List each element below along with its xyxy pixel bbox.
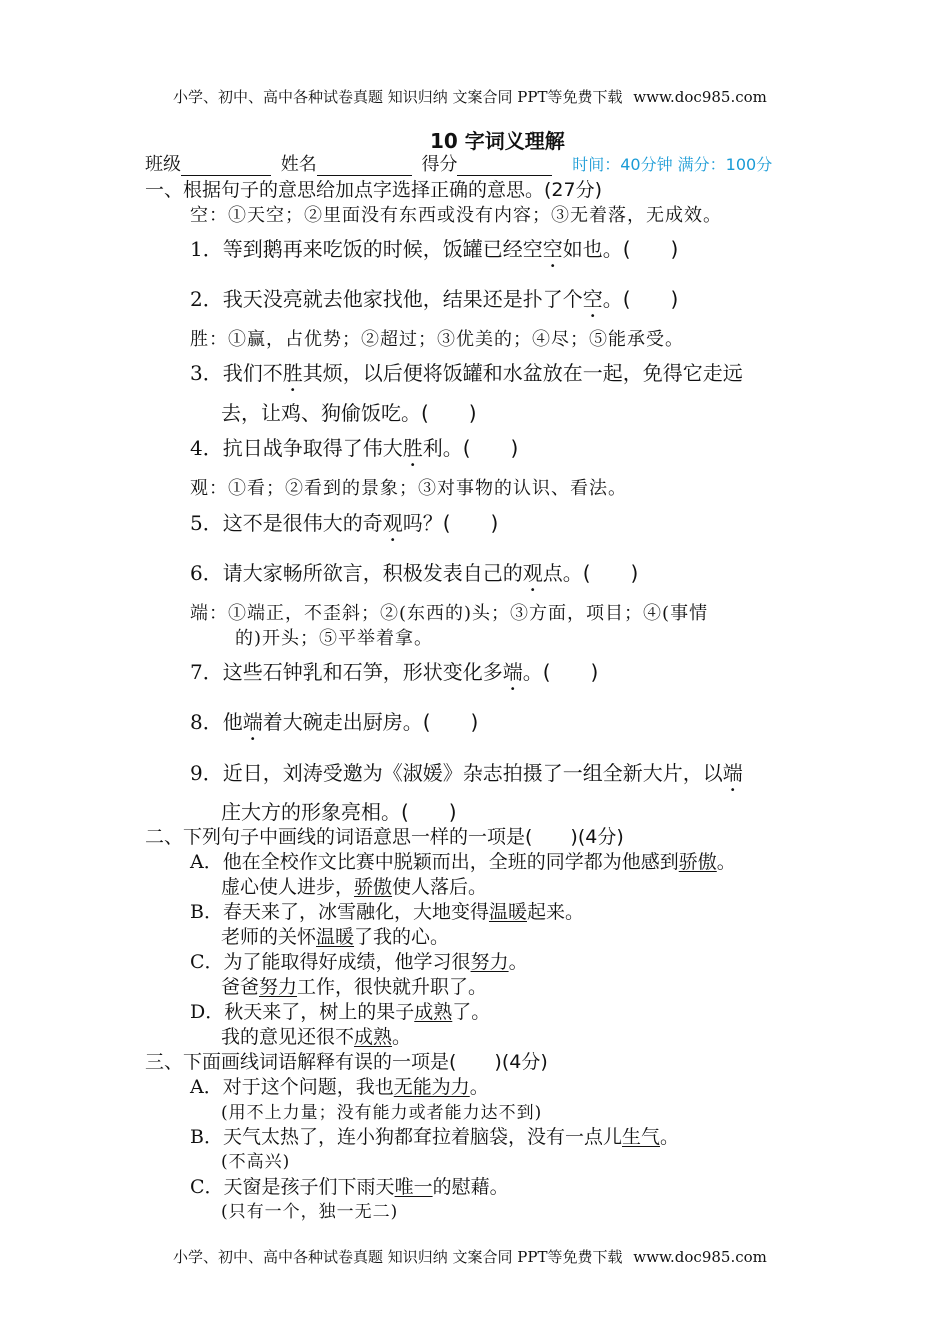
sec2-option-c[interactable] xyxy=(190,947,528,974)
question-answer-blank[interactable]: 如也。( ) xyxy=(562,237,679,261)
option-text: 了。 xyxy=(452,1001,491,1023)
question-1 xyxy=(190,233,678,272)
question-text: 其烦，以后便将饭罐和水盆放在一起，免得它走远 xyxy=(302,361,743,385)
name-label: 姓名 xyxy=(280,154,317,175)
option-text: 起来。 xyxy=(527,901,585,923)
dotted-char: 端 xyxy=(722,761,743,785)
option-label: B． xyxy=(190,901,223,923)
question-5 xyxy=(190,507,498,546)
sec2-option-a-line-2 xyxy=(221,872,487,899)
option-text: 春天来了，冰雪融化，大地变得 xyxy=(222,901,489,923)
option-text: 为了能取得好成绩，他学习很 xyxy=(223,951,471,973)
guan-definition: 观：①看；②看到的景象；③对事物的认识、看法。 xyxy=(190,478,627,499)
underlined-word: 温暖 xyxy=(488,901,527,923)
question-9 xyxy=(190,757,743,796)
question-3 xyxy=(190,357,743,396)
option-text: 老师的关怀 xyxy=(221,926,317,948)
underlined-word: 成熟 xyxy=(414,1001,453,1023)
duan-definition-1: 端：①端正，不歪斜；②(东西的)头；③方面，项目；④(事情 xyxy=(190,603,709,624)
option-text: 天气太热了，连小狗都耷拉着脑袋，没有一点儿 xyxy=(222,1126,622,1148)
score-field[interactable] xyxy=(457,157,552,176)
option-label: A． xyxy=(190,851,223,873)
footer-text: 小学、初中、高中各种试卷真题 知识归纳 文案合同 PPT等免费下载 xyxy=(173,1248,623,1266)
question-number: 4． xyxy=(190,436,223,460)
sec2-option-b[interactable] xyxy=(190,897,584,924)
option-text: 我的意见还很不 xyxy=(221,1026,355,1048)
score-label: 得分 xyxy=(421,154,458,175)
dotted-char: 空 xyxy=(582,287,603,311)
section-2-heading: 二、下列句子中画线的词语意思一样的一项是( )(4分) xyxy=(145,826,624,848)
option-text: 。 xyxy=(716,851,736,873)
sec2-option-c-line-2 xyxy=(221,972,487,999)
option-text: 。 xyxy=(660,1126,680,1148)
class-field[interactable] xyxy=(181,157,271,176)
name-field[interactable] xyxy=(317,157,412,176)
question-number: 9． xyxy=(190,761,223,785)
underlined-word: 骄傲 xyxy=(678,851,717,873)
question-text: 我们不 xyxy=(222,361,283,385)
duan-definition-2: 的)开头；⑤平举着拿。 xyxy=(235,628,434,649)
underlined-word: 无能为力 xyxy=(393,1076,470,1098)
sec2-option-a[interactable] xyxy=(190,847,736,874)
sec3-option-b-explanation: (不高兴) xyxy=(221,1152,291,1172)
question-answer-blank[interactable]: 。( ) xyxy=(602,287,679,311)
question-9-line-2[interactable]: 庄大方的形象亮相。( ) xyxy=(221,800,457,824)
option-text: 对于这个问题，我也 xyxy=(222,1076,394,1098)
underlined-word: 生气 xyxy=(621,1126,660,1148)
class-label: 班级 xyxy=(145,154,181,175)
underlined-word: 骄傲 xyxy=(354,876,393,898)
option-text: 。 xyxy=(392,1026,412,1048)
option-label: B． xyxy=(190,1126,223,1148)
question-text: 他 xyxy=(222,710,243,734)
underlined-word: 努力 xyxy=(259,976,298,998)
question-answer-blank[interactable]: 吗？( ) xyxy=(402,511,499,535)
question-8 xyxy=(190,706,478,745)
page-header xyxy=(173,86,767,107)
option-text: 使人落后。 xyxy=(392,876,488,898)
underlined-word: 努力 xyxy=(470,951,509,973)
sheng-definition: 胜：①赢，占优势；②超过；③优美的；④尽；⑤能承受。 xyxy=(190,329,684,350)
header-text: 小学、初中、高中各种试卷真题 知识归纳 文案合同 PPT等免费下载 xyxy=(173,88,623,106)
question-text: 我天没亮就去他家找他，结果还是扑了个 xyxy=(222,287,583,311)
time-score-info: 时间：40分钟 满分：100分 xyxy=(572,155,773,174)
option-label: C． xyxy=(190,951,224,973)
question-text: 这些石钟乳和石笋，形状变化多 xyxy=(222,660,503,684)
header-url[interactable]: www.doc985.com xyxy=(633,88,767,106)
sec2-option-d[interactable] xyxy=(190,997,490,1024)
underlined-word: 唯一 xyxy=(394,1176,433,1198)
option-text: 他在全校作文比赛中脱颖而出，全班的同学都为他感到 xyxy=(222,851,679,873)
question-number: 5． xyxy=(190,511,223,535)
dotted-char: 胜 xyxy=(282,361,303,385)
question-text: 抗日战争取得了伟大 xyxy=(222,436,403,460)
sec3-option-b[interactable] xyxy=(190,1122,679,1149)
dotted-char: 端 xyxy=(242,710,263,734)
underlined-word: 温暖 xyxy=(316,926,355,948)
option-text: 工作，很快就升职了。 xyxy=(297,976,488,998)
section-1-heading: 一、根据句子的意思给加点字选择正确的意思。(27分) xyxy=(145,179,603,201)
dotted-char: 观 xyxy=(382,511,403,535)
question-text: 请大家畅所欲言，积极发表自己的 xyxy=(222,561,523,585)
sec3-option-a-explanation: (用不上力量；没有能力或者能力达不到) xyxy=(221,1103,543,1123)
question-number: 7． xyxy=(190,660,223,684)
student-info xyxy=(145,150,772,176)
question-number: 3． xyxy=(190,361,223,385)
question-number: 2． xyxy=(190,287,223,311)
page-title: 10 字词义理解 xyxy=(430,129,565,153)
option-text: 天窗是孩子们下雨天 xyxy=(223,1176,395,1198)
question-answer-blank[interactable]: 利。( ) xyxy=(422,436,519,460)
page-footer xyxy=(173,1246,767,1267)
sec3-option-c-explanation: (只有一个，独一无二) xyxy=(221,1202,399,1222)
question-text: 近日，刘涛受邀为《淑媛》杂志拍摄了一组全新大片，以 xyxy=(222,761,723,785)
dotted-char: 胜 xyxy=(402,436,423,460)
sec3-option-a[interactable] xyxy=(190,1072,489,1099)
option-text: 的慰藉。 xyxy=(432,1176,509,1198)
question-7 xyxy=(190,656,598,695)
option-text: 。 xyxy=(469,1076,489,1098)
question-answer-blank[interactable]: 。( ) xyxy=(522,660,599,684)
question-6 xyxy=(190,557,638,596)
underlined-word: 成熟 xyxy=(354,1026,393,1048)
sec2-option-b-line-2 xyxy=(221,922,449,949)
question-4 xyxy=(190,432,518,471)
sec3-option-c[interactable] xyxy=(190,1172,509,1199)
dotted-char: 空 xyxy=(542,237,563,261)
option-text: 秋天来了，树上的果子 xyxy=(224,1001,415,1023)
section-3-heading: 三、下面画线词语解释有误的一项是( )(4分) xyxy=(145,1051,548,1073)
question-2 xyxy=(190,283,678,322)
option-label: C． xyxy=(190,1176,224,1198)
option-text: 虚心使人进步， xyxy=(221,876,355,898)
dotted-char: 端 xyxy=(502,660,523,684)
question-answer-blank[interactable]: 着大碗走出厨房。( ) xyxy=(262,710,479,734)
option-label: D． xyxy=(190,1001,225,1023)
question-number: 1． xyxy=(190,237,223,261)
question-3-line-2[interactable]: 去，让鸡、狗偷饭吃。( ) xyxy=(221,401,477,425)
option-text: 。 xyxy=(508,951,528,973)
footer-url[interactable]: www.doc985.com xyxy=(633,1248,767,1266)
sec2-option-d-line-2 xyxy=(221,1022,411,1049)
kong-definition: 空：①天空；②里面没有东西或没有内容；③无着落，无成效。 xyxy=(190,205,722,226)
option-text: 爸爸 xyxy=(221,976,260,998)
question-number: 6． xyxy=(190,561,223,585)
dotted-char: 观 xyxy=(522,561,543,585)
question-text: 等到鹅再来吃饭的时候，饭罐已经空 xyxy=(222,237,543,261)
option-label: A． xyxy=(190,1076,223,1098)
question-text: 这不是很伟大的奇 xyxy=(222,511,383,535)
option-text: 了我的心。 xyxy=(354,926,450,948)
question-answer-blank[interactable]: 点。( ) xyxy=(542,561,639,585)
question-number: 8． xyxy=(190,710,223,734)
